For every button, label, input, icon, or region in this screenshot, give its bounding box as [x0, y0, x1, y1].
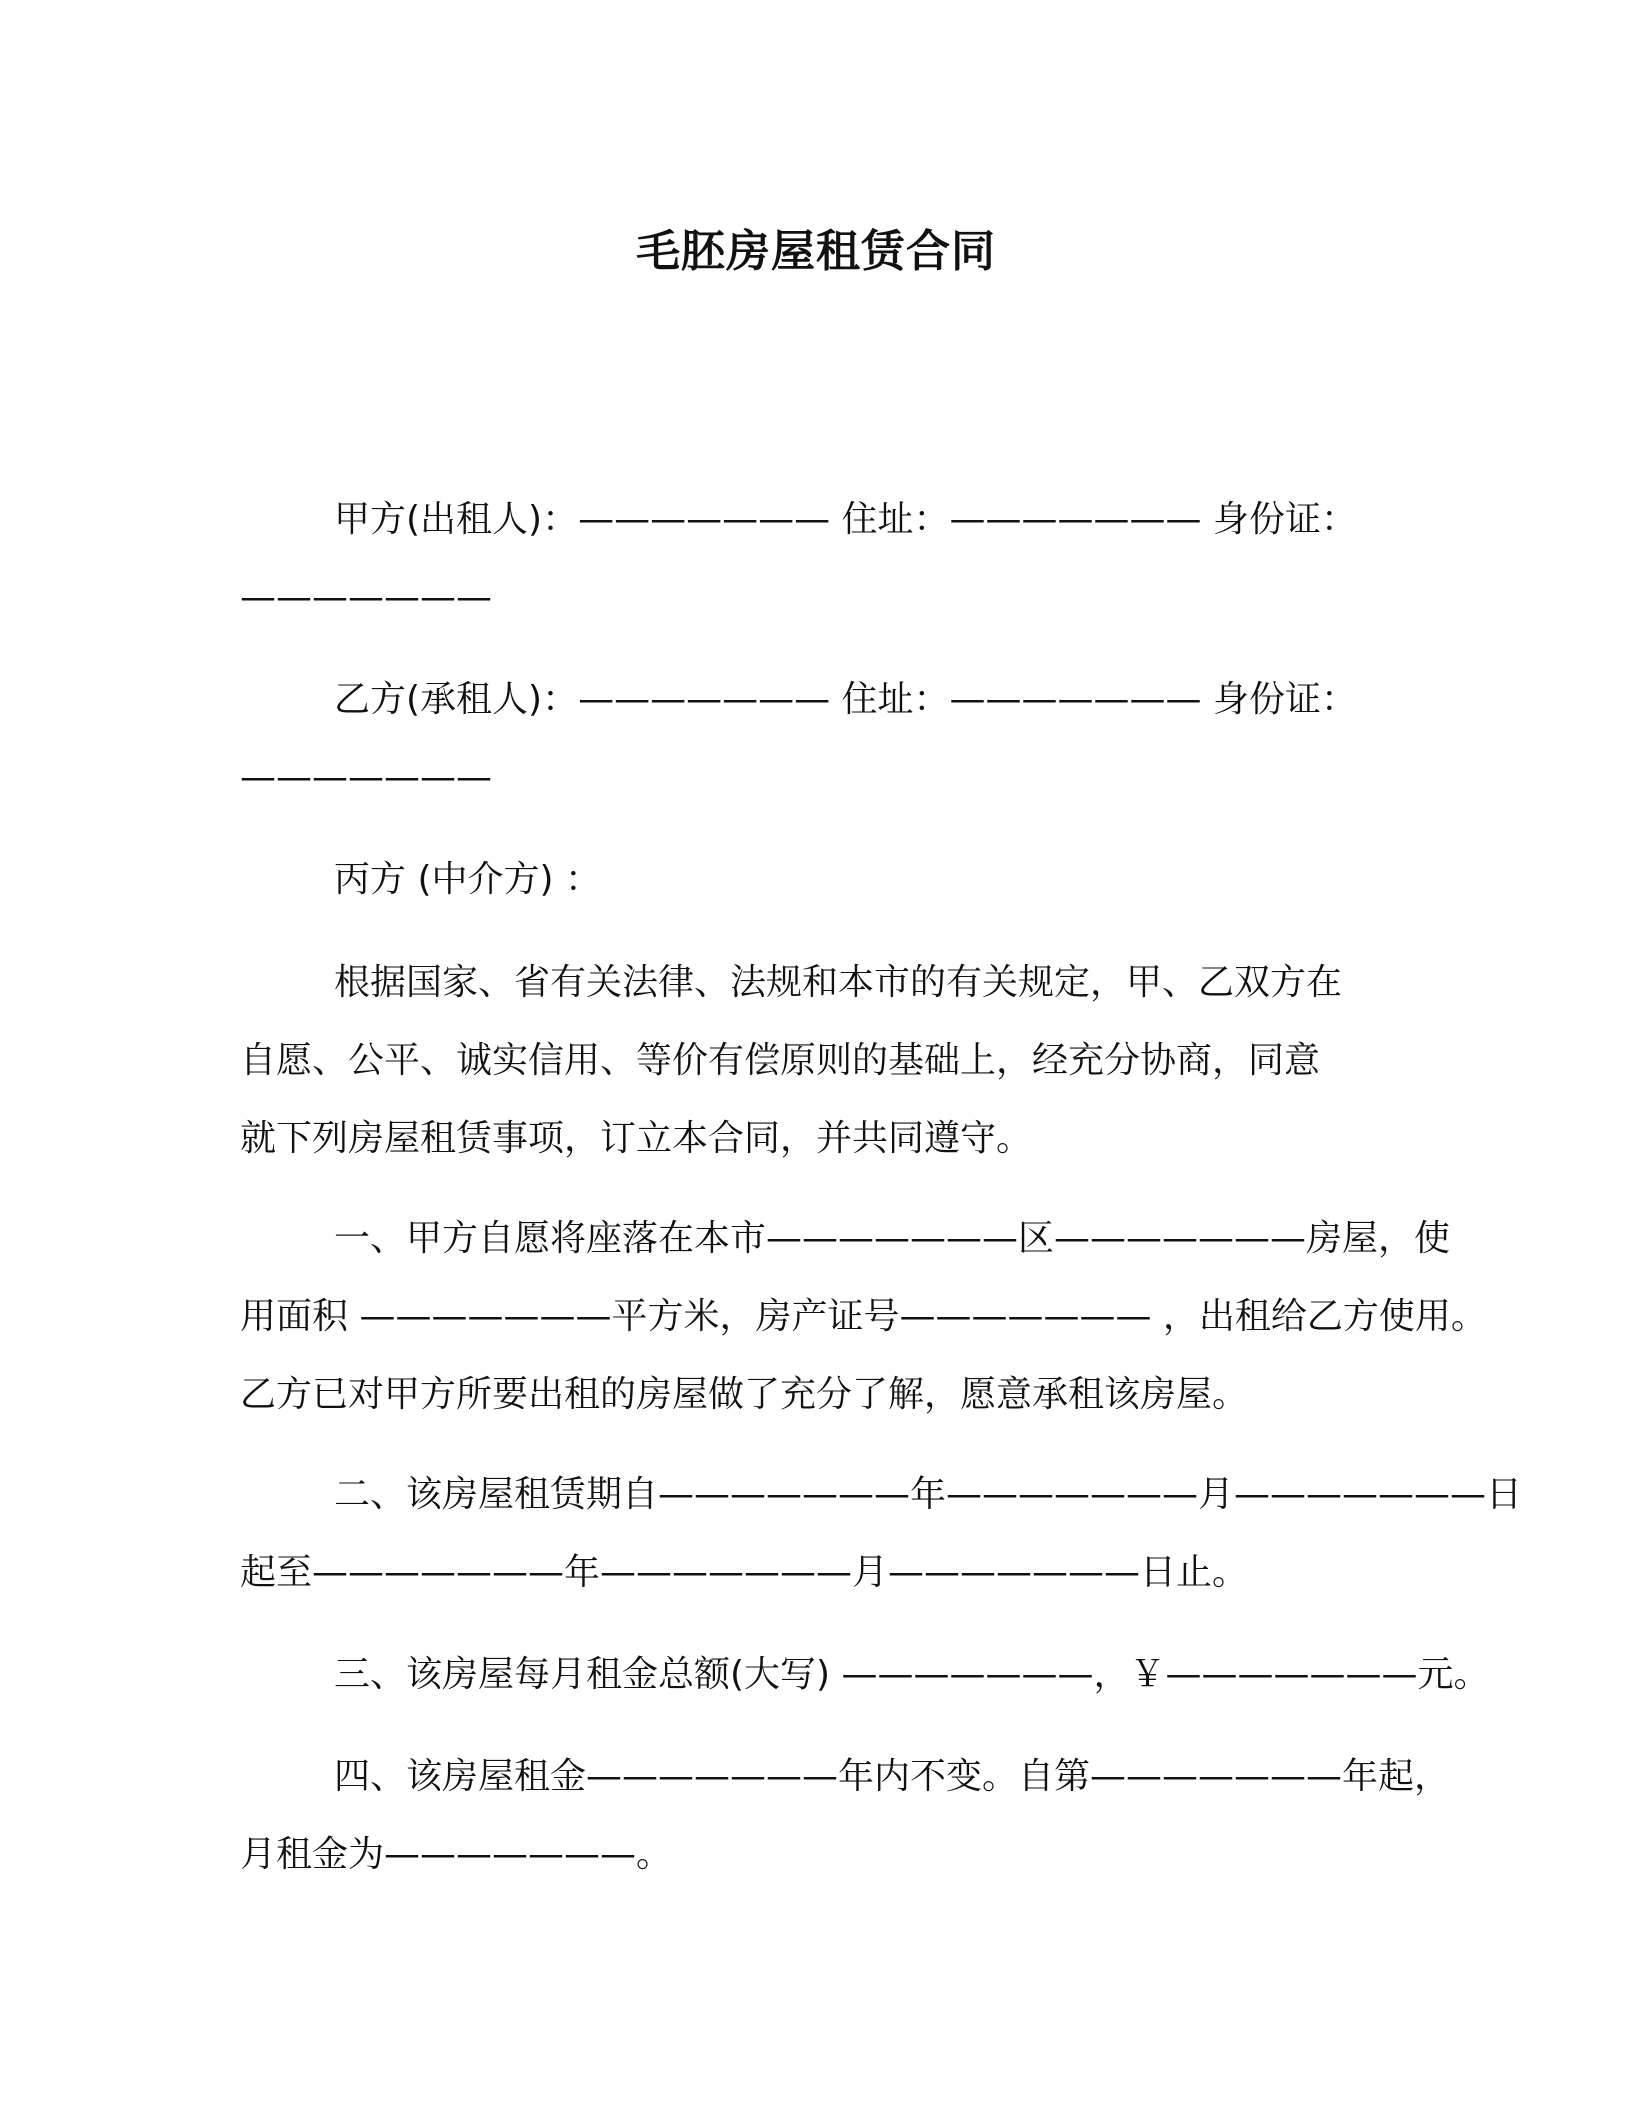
clause-1-line-1: 一、甲方自愿将座落在本市———————区———————房屋，使: [334, 1218, 1451, 1259]
party-a-paragraph: [240, 481, 1380, 637]
party-b-line-1: 乙方(承租人)：——————— 住址：——————— 身份证：: [334, 679, 1357, 720]
clause-2-line-1: 二、该房屋租赁期自———————年———————月———————日: [334, 1474, 1523, 1515]
party-a-line-1: 甲方(出租人)：——————— 住址：——————— 身份证：: [334, 499, 1357, 540]
clause-4-paragraph: [240, 1738, 1451, 1894]
clause-2-line-2: 起至———————年———————月———————日止。: [240, 1552, 1249, 1593]
clause-1-line-3: 乙方已对甲方所要出租的房屋做了充分了解，愿意承租该房屋。: [240, 1374, 1249, 1415]
party-a-line-2: ———————: [240, 577, 492, 618]
clause-2-paragraph: [240, 1456, 1523, 1612]
preamble-line-3: 就下列房屋租赁事项，订立本合同，并共同遵守。: [240, 1118, 1033, 1159]
document-title: 毛胚房屋租赁合同: [636, 226, 996, 277]
clause-4-line-2: 月租金为———————。: [240, 1834, 673, 1875]
party-b-paragraph: [240, 661, 1380, 817]
clause-4-line-1: 四、该房屋租金———————年内不变。自第———————年起，: [334, 1756, 1451, 1797]
party-c-line-1: 丙方 (中介方) ：: [334, 859, 601, 900]
clause-1-paragraph: [240, 1200, 1487, 1434]
party-b-line-2: ———————: [240, 757, 492, 798]
preamble-paragraph: [240, 944, 1380, 1178]
party-c-paragraph: [240, 841, 1380, 919]
clause-1-line-2: 用面积 ———————平方米，房产证号——————— ，出租给乙方使用。: [240, 1296, 1487, 1337]
preamble-line-2: 自愿、公平、诚实信用、等价有偿原则的基础上，经充分协商，同意: [240, 1040, 1321, 1081]
clause-3-line-1: 三、该房屋每月租金总额(大写) ———————，￥———————元。: [334, 1654, 1490, 1695]
clause-3-paragraph: [240, 1636, 1490, 1714]
preamble-line-1: 根据国家、省有关法律、法规和本市的有关规定，甲、乙双方在: [334, 962, 1343, 1003]
